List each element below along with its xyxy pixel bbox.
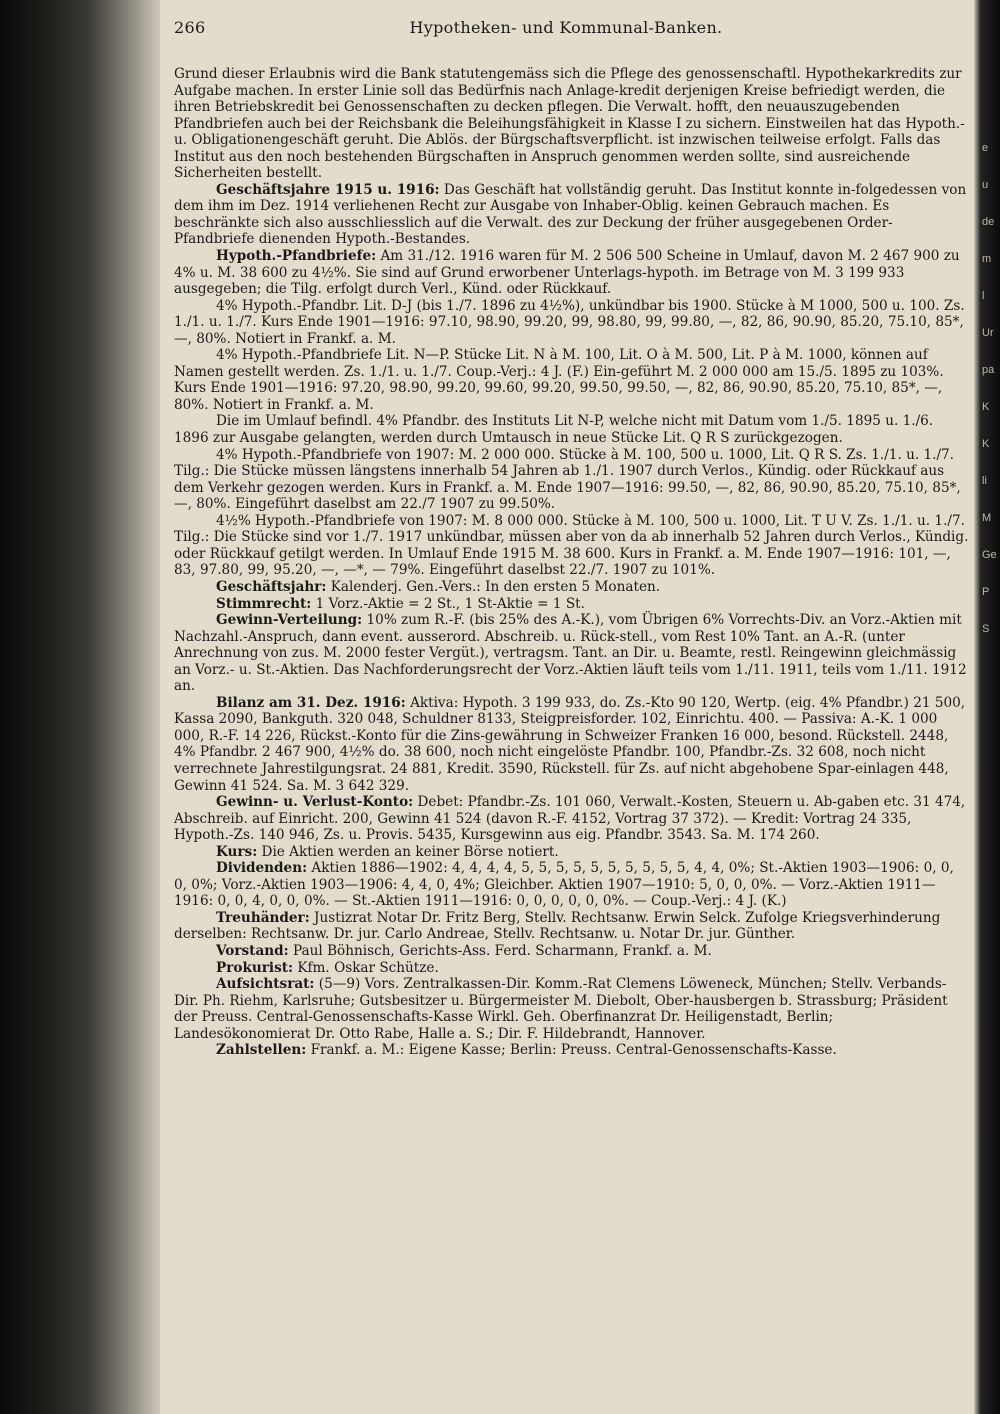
paragraph-heading: Gewinn- u. Verlust-Konto: bbox=[216, 794, 414, 811]
paragraph-heading: Zahlstellen: bbox=[216, 1042, 307, 1059]
paragraph bbox=[162, 910, 970, 943]
book-spine-shadow bbox=[0, 0, 160, 1414]
paragraph-heading: Kurs: bbox=[216, 843, 258, 860]
paragraph bbox=[162, 513, 970, 579]
paragraph bbox=[162, 1042, 970, 1059]
paragraph-heading: Vorstand: bbox=[216, 942, 289, 959]
paragraph-text: 4% Hypoth.-Pfandbriefe Lit. N—P. Stücke Lit. N à M. 100, Lit. O à M. 500, Lit. P à M. 1000, können auf Namen gestellt werden. Zs. 1./1. u. 1./7. Coup.-Verj.: 4 J. (F.) Ein-geführt M. 2 000 000 am 15./5. 1895 zu 103%. Kurs Ende 1901—1916: 97.20, 98.90, 99.20, 99.60, 99.20, 99.50, 99.50, —, 82, 86, 90.90, 85.20, 75.10, 85*, —, 80%. Notiert in Frankf. a. M. bbox=[174, 347, 944, 413]
edge-fragment: M bbox=[982, 512, 992, 524]
paragraph bbox=[162, 579, 970, 596]
edge-fragment: pa bbox=[982, 364, 995, 376]
edge-fragment: e bbox=[982, 142, 989, 154]
paragraph-text: Paul Böhnisch, Gerichts-Ass. Ferd. Scharmann, Frankf. a. M. bbox=[288, 942, 712, 959]
paragraph bbox=[162, 248, 970, 298]
paragraph-heading: Stimmrecht: bbox=[216, 595, 312, 612]
edge-fragment: de bbox=[982, 216, 995, 228]
page-number: 266 bbox=[174, 18, 206, 37]
paragraph-text: Das Geschäft hat vollständig geruht. Das Institut konnte in-folgedessen von dem ihm im Dez. 1914 verliehenen Recht zur Ausgabe von Inhaber-Oblig. keinen Gebrauch machen. Es beschränkte sich also ausschliesslich auf die Verwalt. des zur Deckung der früher ausgegebenen Order-Pfandbriefe dienenden Hypoth.-Bestandes. bbox=[174, 181, 967, 248]
paragraph bbox=[162, 844, 970, 861]
paragraph-text: 4% Hypoth.-Pfandbr. Lit. D-J (bis 1./7. 1896 zu 4½%), unkündbar bis 1900. Stücke à M 1000, 500 u. 100. Zs. 1./1. u. 1./7. Kurs Ende 1901—1916: 97.10, 98.90, 99.20, 99, 98.80, 99, 99.80, —, 82, 86, 90.90, 85.20, 75.10, 85*, —, 80%. Notiert in Frankf. a. M. bbox=[174, 297, 965, 347]
edge-fragment: Ge bbox=[982, 549, 997, 561]
edge-fragment: l bbox=[982, 290, 985, 302]
paragraph-heading: Geschäftsjahr: bbox=[216, 578, 327, 595]
paragraph bbox=[162, 447, 970, 513]
edge-fragment: li bbox=[982, 475, 987, 487]
paragraph-text: 10% zum R.-F. (bis 25% des A.-K.), vom Übrigen 6% Vorrechts-Div. an Vorz.-Aktien mit Nachzahl.-Anspruch, dann event. ausserord. Abschreib. u. Rück-stell., vom Rest 10% Tant. an A.-R. (unter Anrechnung von zus. M. 2000 fester Vergüt.), vertragsm. Tant. an Dir. u. Beamte, restl. Reingewinn gleichmässig an Vorz.- u. St.-Aktien. Das Nachforderungsrecht der Vorz.-Aktien läuft teils vom 1./11. 1911, teils vom 1./11. 1912 an. bbox=[174, 612, 967, 695]
paragraph-text: 1 Vorz.-Aktie = 2 St., 1 St-Aktie = 1 St. bbox=[311, 595, 585, 612]
paragraph-text: Kfm. Oskar Schütze. bbox=[293, 959, 439, 976]
paragraph bbox=[162, 695, 970, 794]
paragraph-text: Debet: Pfandbr.-Zs. 101 060, Verwalt.-Kosten, Steuern u. Ab-gaben etc. 31 474, Abschreib. auf Einricht. 200, Gewinn 41 524 (davon R.-F. 4152, Vortrag 37 372). — Kredit: Vortrag 24 335, Hypoth.-Zs. 140 946, Zs. u. Provis. 5435, Kursgewinn aus eig. Pfandbr. 3543. Sa. M. 174 260. bbox=[174, 794, 966, 844]
edge-fragment: P bbox=[982, 586, 990, 598]
paragraph-text: Die im Umlauf befindl. 4% Pfandbr. des Instituts Lit N-P, welche nicht mit Datum vom 1./5. 1895 u. 1./6. 1896 zur Ausgabe gelangten, werden durch Umtausch in neue Stücke Lit. Q R S zurückgezogen. bbox=[174, 413, 934, 447]
paragraph-heading: Prokurist: bbox=[216, 959, 294, 976]
paragraph bbox=[162, 596, 970, 613]
paragraph bbox=[162, 960, 970, 977]
paragraph-text: Frankf. a. M.: Eigene Kasse; Berlin: Preuss. Central-Genossenschafts-Kasse. bbox=[306, 1042, 837, 1059]
paragraph-text: 4% Hypoth.-Pfandbriefe von 1907: M. 2 000 000. Stücke à M. 100, 500 u. 1000, Lit. Q R S. Zs. 1./1. u. 1./7. Tilg.: Die Stücke müssen längstens innerhalb 54 Jahren ab 1./1. 1907 durch Verlos., Kündig. oder Rückkauf aus dem Verkehr gezogen werden. Kurs in Frankf. a. M. Ende 1907—1916: 99.50, —, 82, 86, 90.90, 85.20, 75.10, 85*, —, 80%. Eingeführt daselbst am 22./7 1907 zu 99.50%. bbox=[174, 446, 961, 513]
edge-fragment: u bbox=[982, 179, 989, 191]
paragraph bbox=[162, 976, 970, 1042]
edge-fragment: S bbox=[982, 623, 990, 635]
paragraph bbox=[162, 860, 970, 910]
page-header bbox=[162, 18, 970, 42]
edge-fragment: Ur bbox=[982, 327, 994, 339]
paragraph-heading: Gewinn-Verteilung: bbox=[216, 612, 363, 629]
paragraph bbox=[162, 347, 970, 413]
edge-fragment: K bbox=[982, 401, 990, 413]
book-page bbox=[162, 18, 970, 1398]
paragraph-text: 4½% Hypoth.-Pfandbriefe von 1907: M. 8 000 000. Stücke à M. 100, 500 u. 1000, Lit. T U V. Zs. 1./1. u. 1./7. Tilg.: Die Stücke sind vor 1./7. 1917 unkündbar, müssen aber von da ab innerhalb 52 Jahren durch Verlos., Kündig. oder Rückkauf getilgt werden. In Umlauf Ende 1915 M. 38 600. Kurs in Frankf. a. M. Ende 1907—1916: 101, —, 83, 97.80, 99, 95.20, —, —*, — 79%. Eingeführt daselbst 22./7. 1907 zu 101%. bbox=[174, 512, 969, 579]
paragraph-heading: Hypoth.-Pfandbriefe: bbox=[216, 248, 377, 265]
paragraph-text: Aktiva: Hypoth. 3 199 933, do. Zs.-Kto 90 120, Wertp. (eig. 4% Pfandbr.) 21 500, Kassa 2090, Bankguth. 320 048, Schuldner 8133, Steigpreisforder. 102, Einrichtu. 400. — Passiva: A.-K. 1 000 000, R.-F. 14 226, Rückst.-Konto für die Zins-gewährung in Schweizer Franken 16 000, besond. Rückstell. 2448, 4% Pfandbr. 2 467 900, 4½% do. 38 600, noch nicht eingelöste Pfandbr. 100, Pfandbr.-Zs. 32 608, noch nicht verrechnete Jahrestilgungsrat. 24 881, Kredit. 3590, Rückstell. für Zs. auf nicht abgehobene Spar-einlagen 448, Gewinn 41 524. Sa. M. 3 642 329. bbox=[174, 694, 966, 794]
paragraph bbox=[162, 943, 970, 960]
paragraph bbox=[162, 794, 970, 844]
running-head: Hypotheken- und Kommunal-Banken. bbox=[409, 18, 723, 37]
paragraph bbox=[162, 182, 970, 248]
text-body bbox=[162, 66, 970, 1059]
paragraph-text: Die Aktien werden an keiner Börse notiert. bbox=[257, 843, 559, 860]
paragraph bbox=[162, 612, 970, 695]
paragraph bbox=[162, 413, 970, 446]
paragraph bbox=[162, 66, 970, 182]
paragraph-text: (5—9) Vors. Zentralkassen-Dir. Komm.-Rat Clemens Löweneck, München; Stellv. Verbands-Dir. Ph. Riehm, Karlsruhe; Gutsbesitzer u. Bürgermeister M. Diebolt, Ober-hausbergen b. Strassburg; Präsident der Preuss. Central-Genossenschafts-Kasse Wirkl. Geh. Oberfinanzrat Dr. Heiligenstadt, Berlin; Landesökonomierat Dr. Otto Rabe, Halle a. S.; Dir. F. Hildebrandt, Hannover. bbox=[174, 976, 948, 1042]
paragraph-text: Aktien 1886—1902: 4, 4, 4, 4, 5, 5, 5, 5, 5, 5, 5, 5, 5, 5, 4, 4, 0%; St.-Aktien 1903—1906: 0, 0, 0, 0%; Vorz.-Aktien 1903—1906: 4, 4, 0, 4%; Gleichber. Aktien 1907—1910: 5, 0, 0, 0%. — Vorz.-Aktien 1911—1916: 0, 0, 4, 0, 0, 0%. — St.-Aktien 1911—1916: 0, 0, 0, 0, 0, 0%. — Coup.-Verj.: 4 J. (K.) bbox=[174, 860, 954, 910]
paragraph-heading: Treuhänder: bbox=[216, 909, 310, 926]
paragraph-heading: Geschäftsjahre 1915 u. 1916: bbox=[216, 181, 440, 198]
paragraph-text: Grund dieser Erlaubnis wird die Bank statutengemäss sich die Pflege des genossenschaftl. Hypothekarkredits zur Aufgabe machen. In erster Linie soll das Bedürfnis nach Anlage-kredit derjenigen Kreise befriedigt werden, die ihren Betriebskredit bei Genossenschaften zu decken pflegen. Die Verwalt. hofft, den neuauszugebenden Pfandbriefen auch bei der Reichsbank die Beleihungsfähigkeit in Klasse I zu sichern. Einstweilen hat das Hypoth.- u. Obligationengeschäft geruht. Die Ablös. der Bürgschaftsverpflicht. ist inzwischen teilweise erfolgt. Falls das Institut aus den noch bestehenden Bürgschaften in Anspruch genommen werden sollte, sind ausreichende Sicherheiten bestellt. bbox=[174, 66, 965, 182]
paragraph-heading: Bilanz am 31. Dez. 1916: bbox=[216, 694, 406, 711]
paragraph bbox=[162, 298, 970, 348]
paragraph-text: Kalenderj. Gen.-Vers.: In den ersten 5 Monaten. bbox=[326, 578, 661, 595]
paragraph-heading: Aufsichtsrat: bbox=[216, 976, 315, 993]
edge-fragment: m bbox=[982, 253, 992, 265]
paragraph-text: Justizrat Notar Dr. Fritz Berg, Stellv. Rechtsanw. Erwin Selck. Zufolge Kriegsverhinderung derselben: Rechtsanw. Dr. jur. Carlo Andreae, Stellv. Rechtsanw. u. Notar Dr. jur. Günther. bbox=[174, 909, 941, 943]
paragraph-heading: Dividenden: bbox=[216, 860, 308, 877]
paragraph-text: Am 31./12. 1916 waren für M. 2 506 500 Scheine in Umlauf, davon M. 2 467 900 zu 4% u. M. 38 600 zu 4½%. Sie sind auf Grund erworbener Unterlags-hypoth. im Betrage von M. 3 199 933 ausgegeben; die Tilg. erfolgt durch Verl., Künd. oder Rückkauf. bbox=[174, 248, 960, 298]
facing-page-fragments bbox=[982, 130, 1000, 648]
edge-fragment: K bbox=[982, 438, 990, 450]
